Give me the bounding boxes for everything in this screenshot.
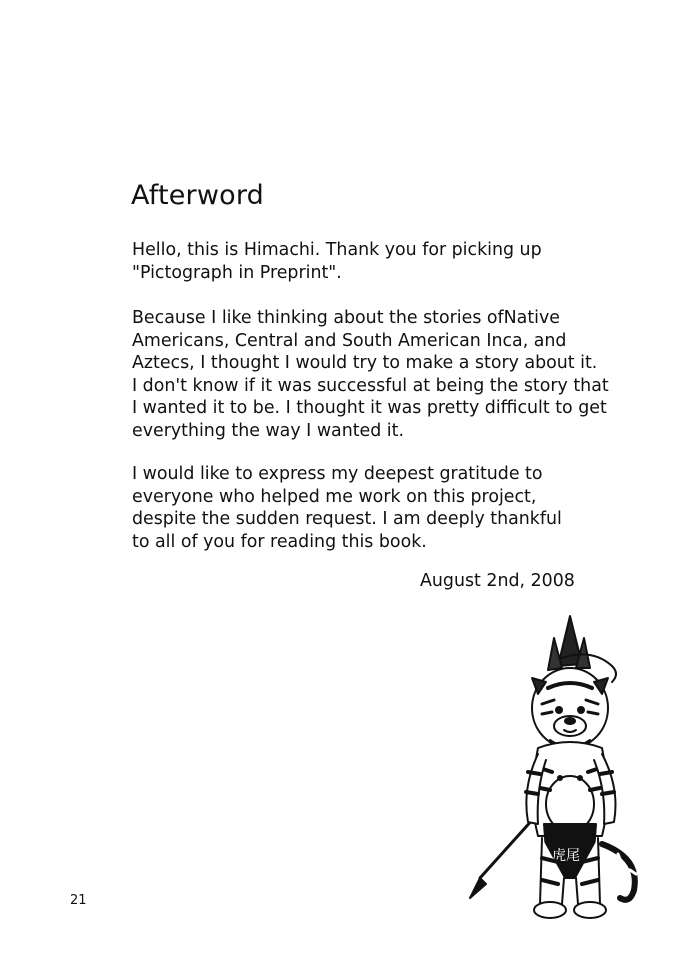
tiger-warrior-illustration xyxy=(462,608,662,928)
spear-icon xyxy=(470,818,534,898)
text-line: to all of you for reading this book. xyxy=(132,531,427,552)
text-line: everything the way I wanted it. xyxy=(132,420,404,441)
text-line: I wanted it to be. I thought it was pretty difficult to get xyxy=(132,398,607,418)
text-line: everyone who helped me work on this project, xyxy=(132,486,537,507)
tiger-head-icon xyxy=(532,668,608,748)
paragraph-inspiration xyxy=(132,307,609,442)
text-line: Hello, this is Himachi. Thank you for picking up xyxy=(132,240,542,260)
tiger-tail-icon xyxy=(602,844,636,900)
text-line: Aztecs, I thought I would try to make a story about it. xyxy=(132,353,598,373)
text-line: I don't know if it was successful at being the story that xyxy=(132,375,609,396)
page-title: Afterword xyxy=(131,180,265,211)
paragraph-gratitude xyxy=(132,463,562,553)
text-line: Americans, Central and South American Inca, and xyxy=(132,330,567,351)
tiger-body-icon xyxy=(526,742,616,836)
page-number: 21 xyxy=(70,893,87,908)
paragraph-greeting xyxy=(132,239,542,284)
text-line: "Pictograph in Preprint". xyxy=(132,262,342,283)
signature-date: August 2nd, 2008 xyxy=(420,571,575,591)
text-line: despite the sudden request. I am deeply thankful xyxy=(132,509,562,529)
loincloth-glyphs: 虎尾 xyxy=(552,848,580,864)
text-line: Because I like thinking about the stories ofNative xyxy=(132,308,560,328)
text-line: I would like to express my deepest gratitude to xyxy=(132,464,543,484)
